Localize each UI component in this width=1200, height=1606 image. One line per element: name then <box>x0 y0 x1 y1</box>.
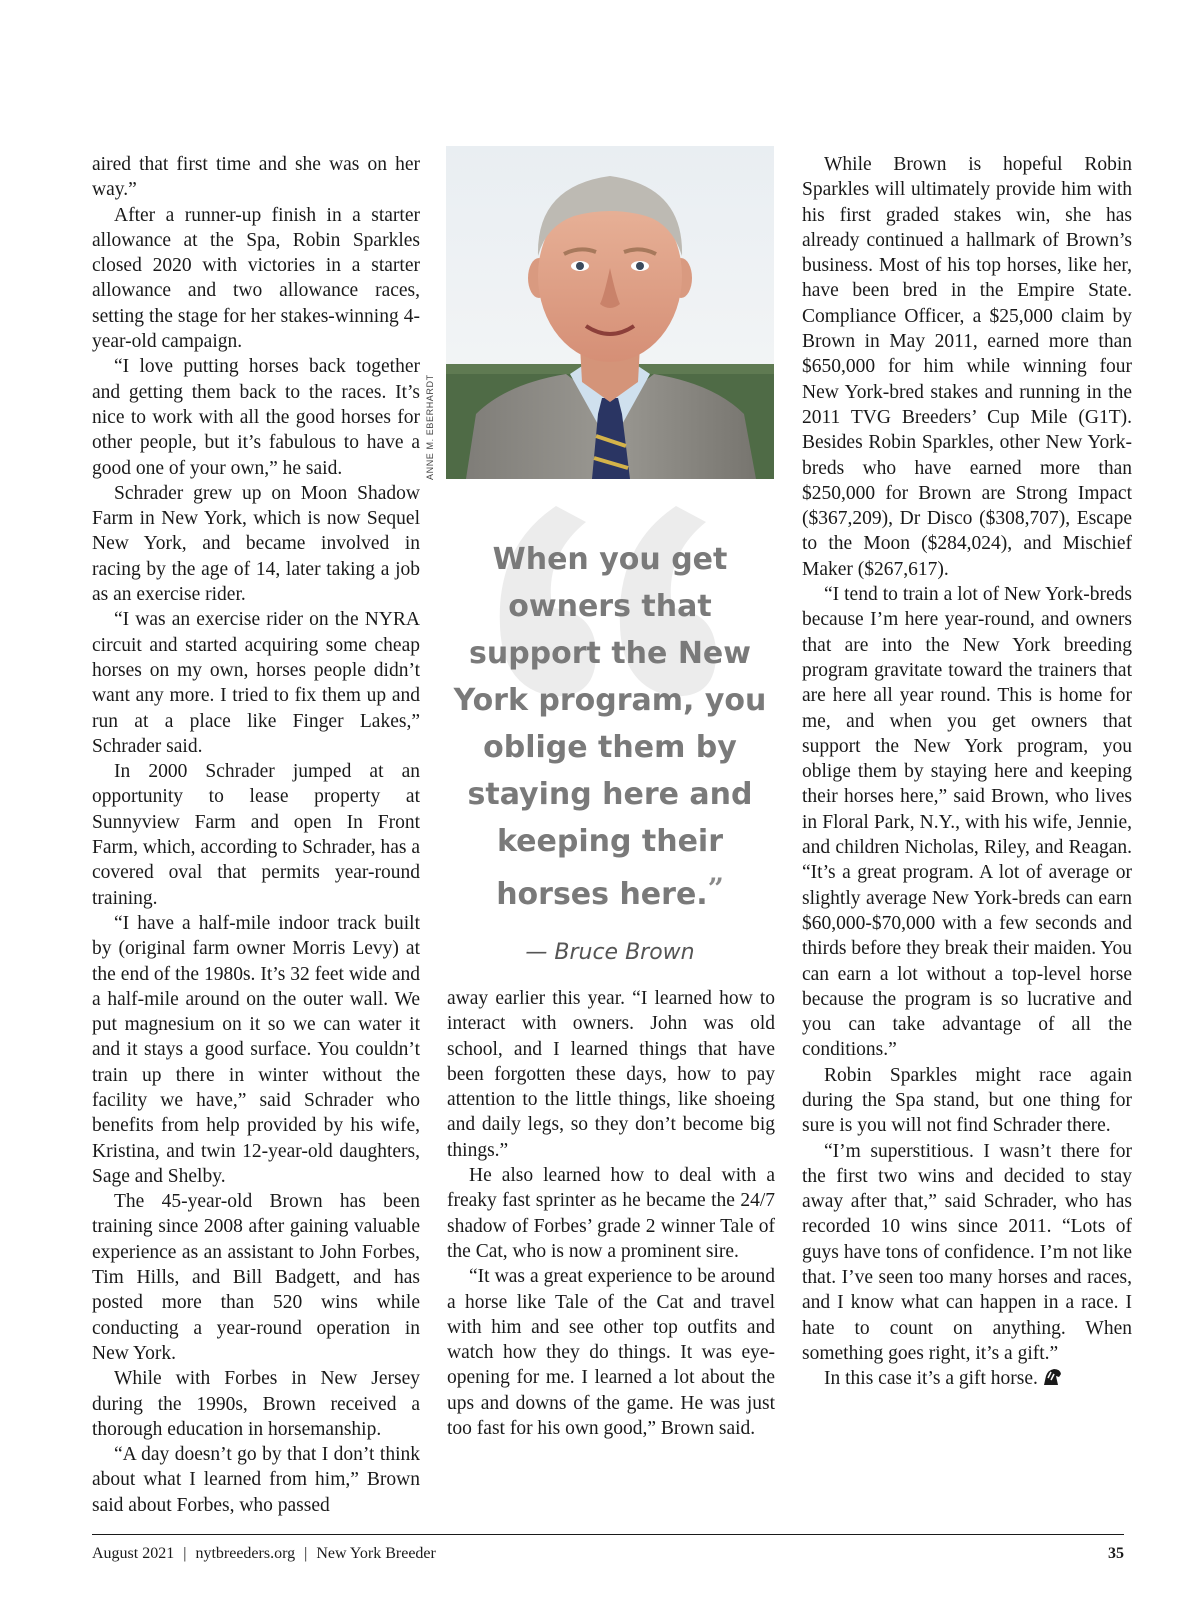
paragraph: away earlier this year. “I learned how to interact with owners. John was old school, and I learned things that have been forgotten these days, how to pay attention to the little things, like shoeing and daily legs, so they don’t become big things.” <box>447 988 775 1161</box>
pull-quote-text <box>446 536 774 918</box>
footer-separator: | <box>304 1545 308 1562</box>
pull-quote <box>446 500 774 965</box>
photo-credit: ANNE M. EBERHARDT <box>425 374 435 480</box>
footer-info <box>92 1545 436 1563</box>
left-column <box>92 152 420 1518</box>
paragraph: Robin Sparkles might race again during the Spa stand, but one thing for sure is you will not find Schrader there. <box>802 1064 1132 1137</box>
paragraph: “It was a great experience to be around a horse like Tale of the Cat and travel with him and see other top outfits and watch how they do things. It was eye-opening for me. I learned a lot about the ups and downs of the game. He was just too fast for his own good,” Brown said. <box>447 1266 775 1440</box>
footer-publication: New York Breeder <box>316 1545 436 1562</box>
paragraph: “I love putting horses back together and getting them back to the races. It’s nice to work with all the good horses for other people, but it’s fabulous to have a good one of your own,” he said. <box>92 356 420 479</box>
closing-quote-mark: ” <box>707 872 724 905</box>
pull-quote-attribution: — Bruce Brown <box>525 940 695 965</box>
footer-divider <box>92 1534 1124 1535</box>
pull-quote-body: When you get owners that support the New York program, you oblige them by staying here and keeping their horses here. <box>453 542 767 912</box>
footer-separator: | <box>183 1545 187 1562</box>
portrait-illustration <box>446 146 774 479</box>
portrait-photo <box>446 146 774 479</box>
paragraph: “I was an exercise rider on the NYRA circuit and started acquiring some cheap horses on my own, horses people didn’t want any more. I tried to fix them up and run at a place like Finger Lakes,” Schrader said. <box>92 609 420 757</box>
paragraph: “I have a half-mile indoor track built by (original farm owner Morris Levy) at the end of the 1980s. It’s 32 feet wide and a half-mile around on the outer wall. We put magnesium on it so we can water it and it stays a good surface. You couldn’t train up there in winter without the facility we have,” said Schrader who benefits from help provided by his wife, Kristina, and twin 12-year-old daughters, Sage and Shelby. <box>92 912 420 1187</box>
middle-column <box>447 986 775 1441</box>
paragraph: Schrader grew up on Moon Shadow Farm in New York, which is now Sequel New York, and became involved in racing by the age of 14, later taking a job as an exercise rider. <box>92 482 420 606</box>
page-number: 35 <box>1108 1545 1124 1562</box>
paragraph: While Brown is hopeful Robin Sparkles will ultimately provide him with his first graded stakes win, she has already continued a hallmark of Brown’s business. Most of his top horses, like her, have been bred in the Empire State. Compliance Officer, a $25,000 claim by Brown in May 2011, earned more than $650,000 for him while winning four New York-bred stakes and running in the 2011 TVG Breeders’ Cup Mile (G1T). Besides Robin Sparkles, other New York-breds who have earned more than $250,000 for Brown are Strong Impact ($367,209), Dr Disco ($308,707), Escape to the Moon ($284,024), and Mischief Maker ($267,617). <box>802 154 1132 580</box>
paragraph: While with Forbes in New Jersey during the 1990s, Brown received a thorough education in horsemanship. <box>92 1368 420 1440</box>
paragraph: The 45-year-old Brown has been training since 2008 after gaining valuable experience as an assistant to John Forbes, Tim Hills, and Bill Badgett, and has posted more than 520 wins while conducting a year-round operation in New York. <box>92 1191 420 1364</box>
footer-website: nytbreeders.org <box>195 1545 296 1562</box>
paragraph: He also learned how to deal with a freaky fast sprinter as he became the 24/7 shadow of Forbes’ grade 2 winner Tale of the Cat, who is now a prominent sire. <box>447 1165 775 1262</box>
paragraph: In 2000 Schrader jumped at an opportunity to lease property at Sunnyview Farm and open In Front Farm, which, according to Schrader, has a covered oval that permits year-round training. <box>92 761 420 909</box>
horse-head-end-mark-icon <box>1042 1368 1062 1386</box>
closing-line: In this case it’s a gift horse. <box>824 1368 1038 1390</box>
paragraph: “A day doesn’t go by that I don’t think about what I learned from him,” Brown said about Forbes, who passed <box>92 1444 420 1516</box>
right-column <box>802 152 1132 1392</box>
paragraph: After a runner-up finish in a starter allowance at the Spa, Robin Sparkles closed 2020 with victories in a starter allowance and two allowance races, setting the stage for her stakes-winning 4-year-old campaign. <box>92 204 420 353</box>
paragraph: “I tend to train a lot of New York-breds because I’m here year-round, and owners that are into the New York breeding program gravitate toward the trainers that are here all year round. This is home for me, and when you get owners that support the New York program, you oblige them by staying here and keeping their horses here,” said Brown, who lives in Floral Park, N.Y., with his wife, Jennie, and children Nicholas, Riley, and Reagan. “It’s a great program. A lot of average or slightly average New York-breds can earn $60,000-$70,000 with a few seconds and thirds before they break their maiden. You can earn a lot without a top-level horse because the program is so lucrative and you can take advantage of all the conditions.” <box>802 584 1132 1061</box>
paragraph-final <box>802 1366 1132 1391</box>
footer-date: August 2021 <box>92 1545 175 1562</box>
paragraph: “I’m superstitious. I wasn’t there for the first two wins and decided to stay away after that,” said Schrader, who has recorded 10 wins since 2011. “Lots of guys have tons of confidence. I’m not like that. I’ve seen too many horses and races, and I know what can happen in a race. I hate to count on anything. When something goes right, it’s a gift.” <box>802 1140 1132 1364</box>
paragraph: aired that first time and she was on her way.” <box>92 154 420 201</box>
